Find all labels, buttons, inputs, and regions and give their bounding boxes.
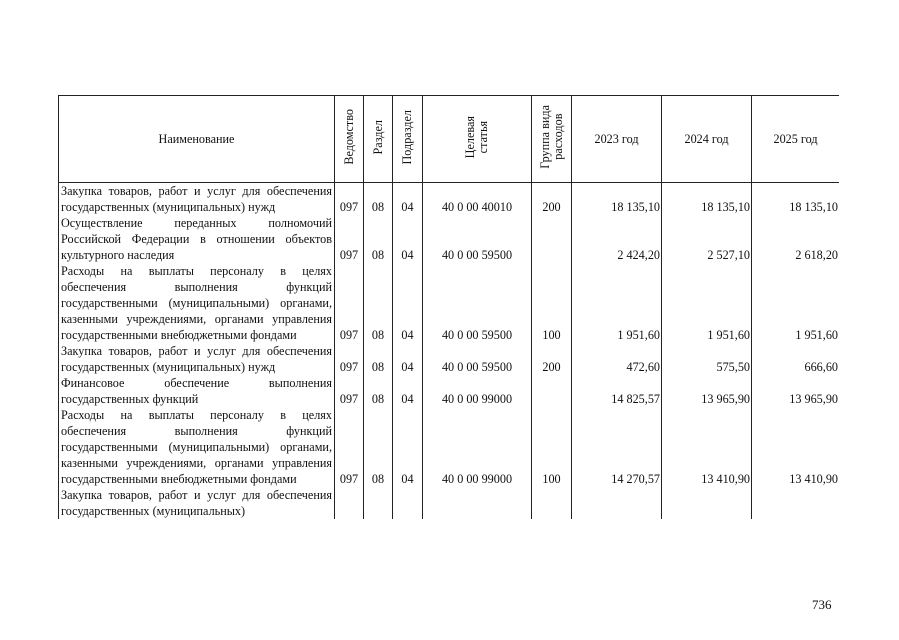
header-expense-group: Группа вида расходов [532, 96, 572, 183]
row-expense-group: 200 [532, 183, 572, 216]
header-subsection: Подраздел [393, 96, 423, 183]
row-subsection: 04 [393, 215, 423, 263]
row-ministry [335, 487, 364, 519]
table-row [59, 343, 840, 375]
row-section: 08 [364, 407, 393, 487]
row-section: 08 [364, 375, 393, 407]
row-ministry: 097 [335, 343, 364, 375]
row-target: 40 0 00 40010 [423, 183, 532, 216]
row-amount-2024: 575,50 [662, 343, 752, 375]
header-2024: 2024 год [662, 96, 752, 183]
row-ministry: 097 [335, 375, 364, 407]
row-subsection: 04 [393, 183, 423, 216]
row-target: 40 0 00 59500 [423, 263, 532, 343]
budget-table [58, 95, 839, 519]
row-name: Осуществление переданных полномочий Российской Федерации в отношении объектов культурного наследия [59, 215, 335, 263]
row-target: 40 0 00 59500 [423, 343, 532, 375]
row-amount-2024: 2 527,10 [662, 215, 752, 263]
row-ministry: 097 [335, 183, 364, 216]
row-expense-group: 100 [532, 407, 572, 487]
row-amount-2024: 13 965,90 [662, 375, 752, 407]
row-expense-group [532, 215, 572, 263]
row-name: Расходы на выплаты персоналу в целях обеспечения выполнения функций государственными (муниципальными) органами, казенными учреждениями, органами управления государственными внебюджетными фондами [59, 407, 335, 487]
row-target [423, 487, 532, 519]
budget-table-page [58, 95, 839, 585]
row-target: 40 0 00 59500 [423, 215, 532, 263]
header-2025: 2025 год [752, 96, 840, 183]
table-row [59, 263, 840, 343]
header-name: Наименование [59, 96, 335, 183]
row-amount-2023: 472,60 [572, 343, 662, 375]
table-row [59, 215, 840, 263]
header-section: Раздел [364, 96, 393, 183]
header-2023: 2023 год [572, 96, 662, 183]
row-amount-2025: 1 951,60 [752, 263, 840, 343]
row-subsection: 04 [393, 407, 423, 487]
row-amount-2023 [572, 487, 662, 519]
row-amount-2025: 2 618,20 [752, 215, 840, 263]
header-ministry: Ведомство [335, 96, 364, 183]
table-row [59, 407, 840, 487]
row-ministry: 097 [335, 215, 364, 263]
row-expense-group: 200 [532, 343, 572, 375]
row-expense-group [532, 375, 572, 407]
row-amount-2024: 18 135,10 [662, 183, 752, 216]
row-amount-2023: 2 424,20 [572, 215, 662, 263]
row-name: Расходы на выплаты персоналу в целях обеспечения выполнения функций государственными (муниципальными) органами, казенными учреждениями, органами управления государственными внебюджетными фондами [59, 263, 335, 343]
row-section: 08 [364, 183, 393, 216]
row-amount-2024: 13 410,90 [662, 407, 752, 487]
row-expense-group: 100 [532, 263, 572, 343]
page-number: 736 [812, 597, 832, 612]
row-amount-2023: 1 951,60 [572, 263, 662, 343]
row-amount-2023: 14 270,57 [572, 407, 662, 487]
table-row [59, 375, 840, 407]
table-row [59, 183, 840, 216]
row-section: 08 [364, 343, 393, 375]
row-section: 08 [364, 215, 393, 263]
row-section: 08 [364, 263, 393, 343]
row-ministry: 097 [335, 263, 364, 343]
row-target: 40 0 00 99000 [423, 407, 532, 487]
row-amount-2025: 666,60 [752, 343, 840, 375]
row-expense-group [532, 487, 572, 519]
table-body [59, 183, 840, 520]
row-amount-2025: 18 135,10 [752, 183, 840, 216]
row-amount-2025: 13 965,90 [752, 375, 840, 407]
row-target: 40 0 00 99000 [423, 375, 532, 407]
row-amount-2025: 13 410,90 [752, 407, 840, 487]
row-subsection: 04 [393, 263, 423, 343]
row-name: Закупка товаров, работ и услуг для обеспечения государственных (муниципальных) нужд [59, 183, 335, 216]
row-amount-2024 [662, 487, 752, 519]
row-name: Закупка товаров, работ и услуг для обеспечения государственных (муниципальных) нужд [59, 343, 335, 375]
row-amount-2025 [752, 487, 840, 519]
row-ministry: 097 [335, 407, 364, 487]
table-row [59, 487, 840, 519]
row-subsection [393, 487, 423, 519]
table-header-row [59, 96, 840, 183]
row-amount-2024: 1 951,60 [662, 263, 752, 343]
row-name: Закупка товаров, работ и услуг для обеспечения государственных (муниципальных) [59, 487, 335, 519]
row-subsection: 04 [393, 343, 423, 375]
row-section [364, 487, 393, 519]
header-target: Целевая статья [423, 96, 532, 183]
row-name: Финансовое обеспечение выполнения государственных функций [59, 375, 335, 407]
row-amount-2023: 18 135,10 [572, 183, 662, 216]
row-subsection: 04 [393, 375, 423, 407]
row-amount-2023: 14 825,57 [572, 375, 662, 407]
